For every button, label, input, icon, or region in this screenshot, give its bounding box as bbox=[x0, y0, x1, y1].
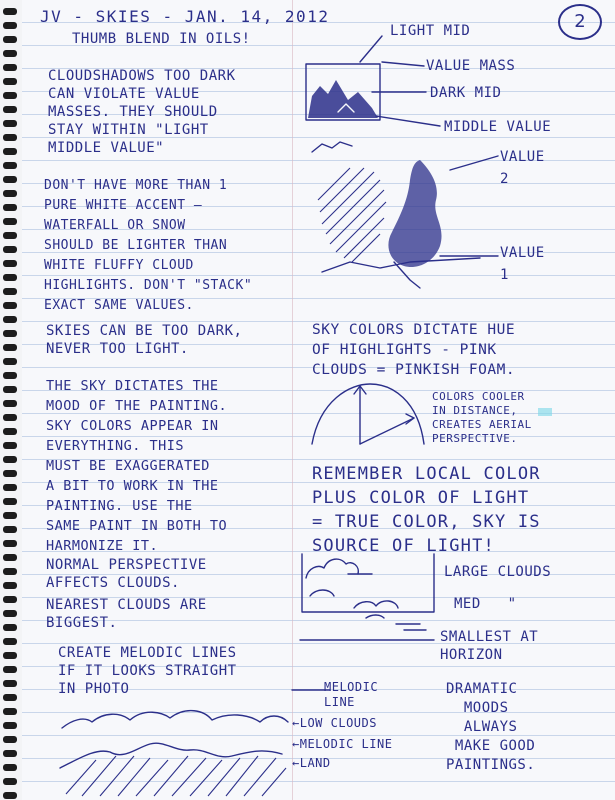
label-value-mass: VALUE MASS bbox=[426, 58, 516, 74]
label-middle-value: MIDDLE VALUE bbox=[444, 119, 552, 135]
label-large-clouds: LARGE CLOUDS bbox=[444, 564, 552, 580]
note-sky-colors: SKY COLORS DICTATE HUE OF HIGHLIGHTS - PINK CLOUDS = PINKISH FOAM. bbox=[312, 322, 516, 378]
label-land: ←LAND bbox=[292, 756, 331, 770]
label-dark-mid: DARK MID bbox=[430, 85, 502, 101]
label-melodic-line: MELODIC LINE bbox=[324, 680, 379, 709]
note-white-accent: DON'T HAVE MORE THAN 1 PURE WHITE ACCENT — WATERFALL OR SNOW SHOULD BE LIGHTER THAN WHITE FLUFFY CLOUD HIGHLIGHTS. DON'T "STACK" EXACT SAME VALUES. bbox=[44, 178, 253, 313]
note-dramatic-moods: DRAMATIC MOODS ALWAYS MAKE GOOD PAINTINGS. bbox=[446, 681, 536, 773]
note-cloud-shadows: CLOUDSHADOWS TOO DARK CAN VIOLATE VALUE MASSES. THEY SHOULD STAY WITHIN "LIGHT MIDDLE VALUE" bbox=[48, 68, 236, 156]
page-number-badge: 2 bbox=[558, 4, 602, 40]
note-remember: REMEMBER LOCAL COLOR PLUS COLOR OF LIGHT = TRUE COLOR, SKY IS SOURCE OF LIGHT! bbox=[312, 464, 541, 556]
label-value-1: VALUE 1 bbox=[500, 245, 545, 283]
label-smallest-horizon: SMALLEST AT HORIZON bbox=[440, 629, 539, 663]
label-light-mid: LIGHT MID bbox=[390, 23, 471, 39]
note-colors-cooler: COLORS COOLER IN DISTANCE, CREATES AERIAL PERSPECTIVE. bbox=[432, 390, 532, 445]
label-low-clouds: ←LOW CLOUDS bbox=[292, 716, 377, 730]
melodic-line-sketch bbox=[60, 690, 330, 796]
page-title: JV - SKIES - JAN. 14, 2012 bbox=[40, 7, 330, 26]
note-skies-dark: SKIES CAN BE TOO DARK, NEVER TOO LIGHT. bbox=[46, 323, 243, 357]
note-perspective: NORMAL PERSPECTIVE AFFECTS CLOUDS. bbox=[46, 557, 207, 591]
value-scene-sketch bbox=[312, 142, 498, 288]
value-thumbnail-sketch bbox=[306, 36, 440, 126]
label-med-clouds: MED " bbox=[454, 596, 517, 612]
cloud-perspective-sketch bbox=[300, 554, 434, 640]
label-melodic-line-arrow: ←MELODIC LINE bbox=[292, 737, 393, 751]
label-value-2: VALUE 2 bbox=[500, 149, 545, 187]
page-subtitle: THUMB BLEND IN OILS! bbox=[72, 31, 251, 47]
note-melodic-lines: CREATE MELODIC LINES IF IT LOOKS STRAIGHT IN PHOTO bbox=[58, 645, 237, 697]
note-nearest-clouds: NEAREST CLOUDS ARE BIGGEST. bbox=[46, 597, 207, 631]
note-sky-mood: THE SKY DICTATES THE MOOD OF THE PAINTING. SKY COLORS APPEAR IN EVERYTHING. THIS MUST BE EXAGGERATED A BIT TO WORK IN THE PAINTING. USE THE SAME PAINT IN BOTH TO HARMONIZE IT. bbox=[46, 378, 228, 554]
aerial-perspective-diagram bbox=[312, 384, 424, 444]
